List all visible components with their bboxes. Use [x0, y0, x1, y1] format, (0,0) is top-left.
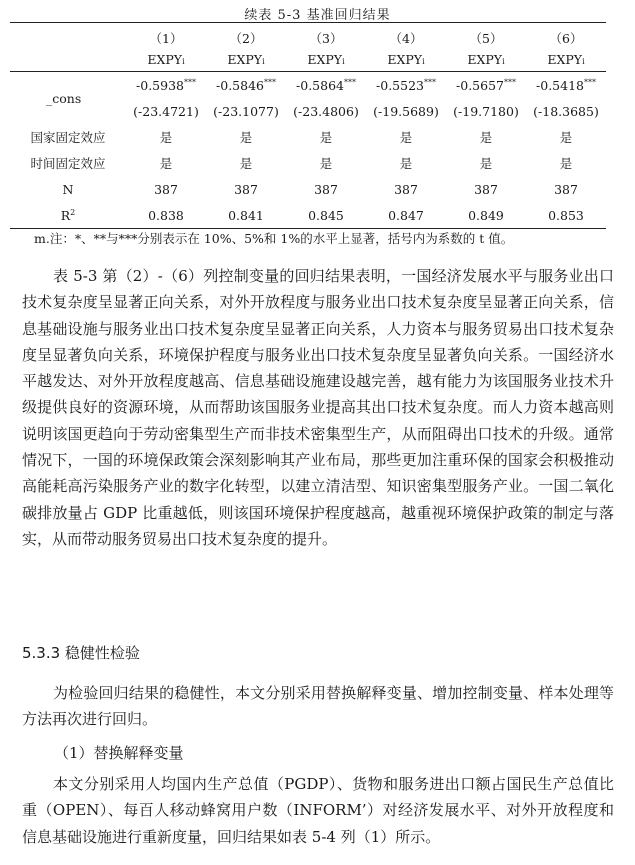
- body-paragraph: 本文分别采用人均国内生产总值（PGDP）、货物和服务进出口额占国民生产总值比重（OPEN）、每百人移动蜂窝用户数（INFORM’）对经济发展水平、对外开放程度和信息基础设施进行重新度量，回归结果如表 5-4 列（1）所示。: [22, 775, 614, 846]
- coef-cell: -0.5523***: [376, 77, 436, 93]
- column-number: （3）: [286, 23, 366, 48]
- table-cell: 是: [319, 130, 333, 145]
- dependent-variable: EXPYi: [206, 47, 286, 72]
- tstat-cell: (-19.5689): [373, 103, 439, 119]
- table-cell: 是: [159, 156, 173, 171]
- column-number: （2）: [206, 23, 286, 48]
- cons-coef-row: [10, 72, 606, 99]
- table-cell: 是: [479, 156, 493, 171]
- tstat-cell: (-19.7180): [453, 103, 519, 119]
- table-cell: 387: [154, 181, 178, 197]
- table-cell: 是: [479, 130, 493, 145]
- subsection-heading: （1）替换解释变量: [54, 744, 184, 762]
- row-label: 时间固定效应: [30, 156, 106, 171]
- table-cell: 是: [399, 156, 413, 171]
- column-number-row: [10, 23, 606, 48]
- tstat-cell: (-23.4721): [133, 103, 199, 119]
- table-cell: 是: [559, 156, 573, 171]
- table-cell: 是: [399, 130, 413, 145]
- coef-cell: -0.5938***: [136, 77, 196, 93]
- row-label-cons: _cons: [46, 90, 82, 106]
- coef-cell: -0.5846***: [216, 77, 276, 93]
- table-caption: 续表 5-3 基准回归结果: [244, 8, 391, 23]
- table-note: m.注：*、**与***分别表示在 10%、5%和 1%的水平上显著，括号内为系数的 t 值。: [34, 231, 514, 246]
- regression-table: [10, 22, 606, 229]
- column-number: （6）: [526, 23, 606, 48]
- dependent-variable: EXPYi: [286, 47, 366, 72]
- table-cell: 0.845: [286, 202, 366, 229]
- column-number: （5）: [446, 23, 526, 48]
- header-blank: [10, 47, 126, 72]
- table-cell: 387: [554, 181, 578, 197]
- column-number: （4）: [366, 23, 446, 48]
- table-cell: 是: [239, 156, 253, 171]
- table-cell: 387: [234, 181, 258, 197]
- table-cell: 387: [474, 181, 498, 197]
- tstat-cell: (-23.4806): [293, 103, 359, 119]
- n-row: [10, 176, 606, 202]
- body-paragraph: 为检验回归结果的稳健性，本文分别采用替换解释变量、增加控制变量、样本处理等方法再次进行回归。: [22, 684, 614, 729]
- table-cell: 387: [314, 181, 338, 197]
- table-cell: 是: [319, 156, 333, 171]
- row-label: N: [62, 181, 74, 197]
- dependent-variable: EXPYi: [526, 47, 606, 72]
- r-squared-row: [10, 202, 606, 229]
- coef-cell: -0.5864***: [296, 77, 356, 93]
- row-label: 国家固定效应: [30, 130, 106, 145]
- header-blank: [10, 23, 126, 48]
- coef-cell: -0.5657***: [456, 77, 516, 93]
- table-cell: 是: [159, 130, 173, 145]
- dependent-variable-row: [10, 47, 606, 72]
- dependent-variable: EXPYi: [366, 47, 446, 72]
- dependent-variable: EXPYi: [446, 47, 526, 72]
- coef-cell: -0.5418***: [536, 77, 596, 93]
- country-fe-row: [10, 124, 606, 150]
- table-cell: 0.849: [446, 202, 526, 229]
- row-label-r2: $R^2$: [10, 202, 126, 229]
- tstat-cell: (-23.1077): [213, 103, 279, 119]
- column-number: （1）: [126, 23, 206, 48]
- table-cell: 是: [559, 130, 573, 145]
- table-cell: 0.847: [366, 202, 446, 229]
- table-cell: 0.838: [126, 202, 206, 229]
- table-cell: 387: [394, 181, 418, 197]
- dependent-variable: EXPYi: [126, 47, 206, 72]
- section-heading: 5.3.3 稳健性检验: [22, 644, 140, 662]
- table-cell: 0.841: [206, 202, 286, 229]
- tstat-cell: (-18.3685): [533, 103, 599, 119]
- table-cell: 是: [239, 130, 253, 145]
- table-cell: 0.853: [526, 202, 606, 229]
- time-fe-row: [10, 150, 606, 176]
- body-paragraph: 表 5-3 第（2）-（6）列控制变量的回归结果表明，一国经济发展水平与服务业出口技术复杂度呈显著正向关系，对外开放程度与服务业出口技术复杂度呈显著正向关系，信息基础设施与服务业出口技术复杂度呈显著正向关系，人力资本与服务贸易出口技术复杂度呈显著负向关系，环境保护程度与服务业出口技术复杂度呈显著负向关系。一国经济水平越发达、对外开放程度越高、信息基础设施建设越完善，越有能力为该国服务业技术升级提供良好的资源环境，从而帮助该国服务业提高其出口技术复杂度。而人力资本越高则说明该国更趋向于劳动密集型生产而非技术密集型生产，从而阻碍出口技术的升级。通常情况下，一国的环境保政策会深刻影响其产业布局，那些更加注重环保的国家会积极推动高能耗高污染服务产业的数字化转型，以建立清洁型、知识密集型服务产业。一国二氧化碳排放量占 GDP 比重越低，则该国环境保护程度越高，越重视环境保护政策的制定与落实，从而带动服务贸易出口技术复杂度的提升。: [22, 267, 614, 548]
